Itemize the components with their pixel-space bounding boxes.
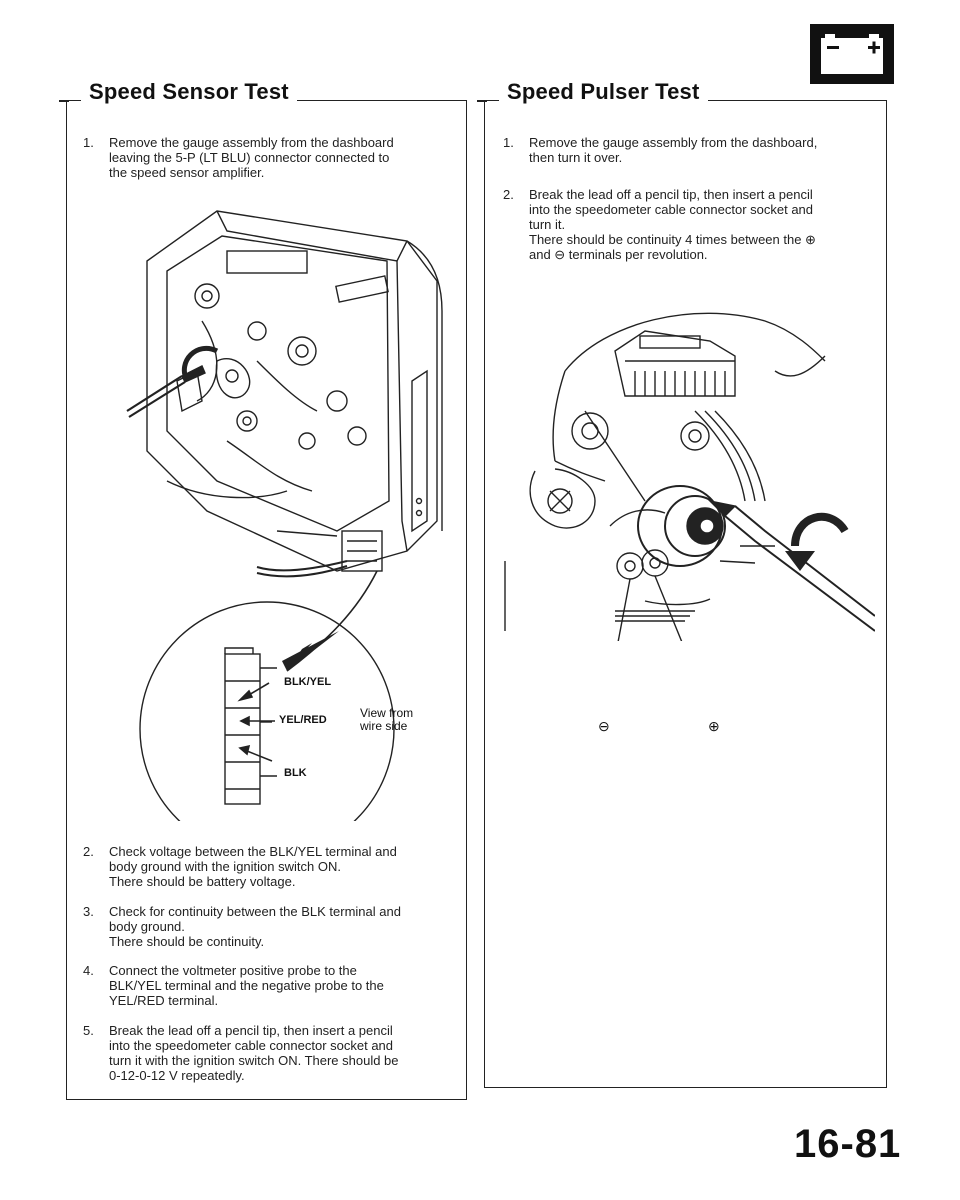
terminal-label-blk-yel: BLK/YEL — [284, 676, 332, 688]
battery-icon — [810, 24, 894, 84]
terminal-label-blk: BLK — [284, 767, 307, 779]
page-number: 16-81 — [794, 1122, 902, 1166]
speedometer-pulser-illustration — [495, 301, 875, 641]
negative-terminal-symbol: ⊖ — [598, 718, 610, 734]
view-note: View from wire side — [360, 706, 414, 733]
speed-pulser-test-panel: Speed Pulser Test 1. Remove the gauge assembly from the dashboard, then turn it over. 2. Break the lead off a pencil tip, then insert a pencil into the speedometer cable connector socket and turn it. There should be continuity 4 times between the ⊕ and ⊖ terminals per revolution. ⊖ ⊕ — [484, 100, 887, 1088]
positive-terminal-symbol: ⊕ — [708, 718, 720, 734]
speed-sensor-test-panel: Speed Sensor Test 1. Remove the gauge assembly from the dashboard leaving the 5-P (LT BLU) connector connected to the speed sensor amplifier. BLK/YEL YEL/RED BLK View from wire side 2. Check voltage between the BLK/YEL terminal and body ground with the ignition switch ON. There should be battery voltage. 3. Check for continuity between the BLK terminal and body ground. There should be continuity. 4. Connect the voltmeter positive probe to the BLK/YEL terminal and the negative probe to the YEL/RED terminal. 5. Break the lead off a pencil tip, then insert a pencil into the speedometer cable connector socket and turn it with the ignition switch ON. There should be 0-12-0-12 V repeatedly. — [66, 100, 467, 1100]
speed-pulser-test-title: Speed Pulser Test — [499, 79, 708, 105]
speed-sensor-test-title: Speed Sensor Test — [81, 79, 297, 105]
terminal-label-yel-red: YEL/RED — [279, 714, 327, 726]
